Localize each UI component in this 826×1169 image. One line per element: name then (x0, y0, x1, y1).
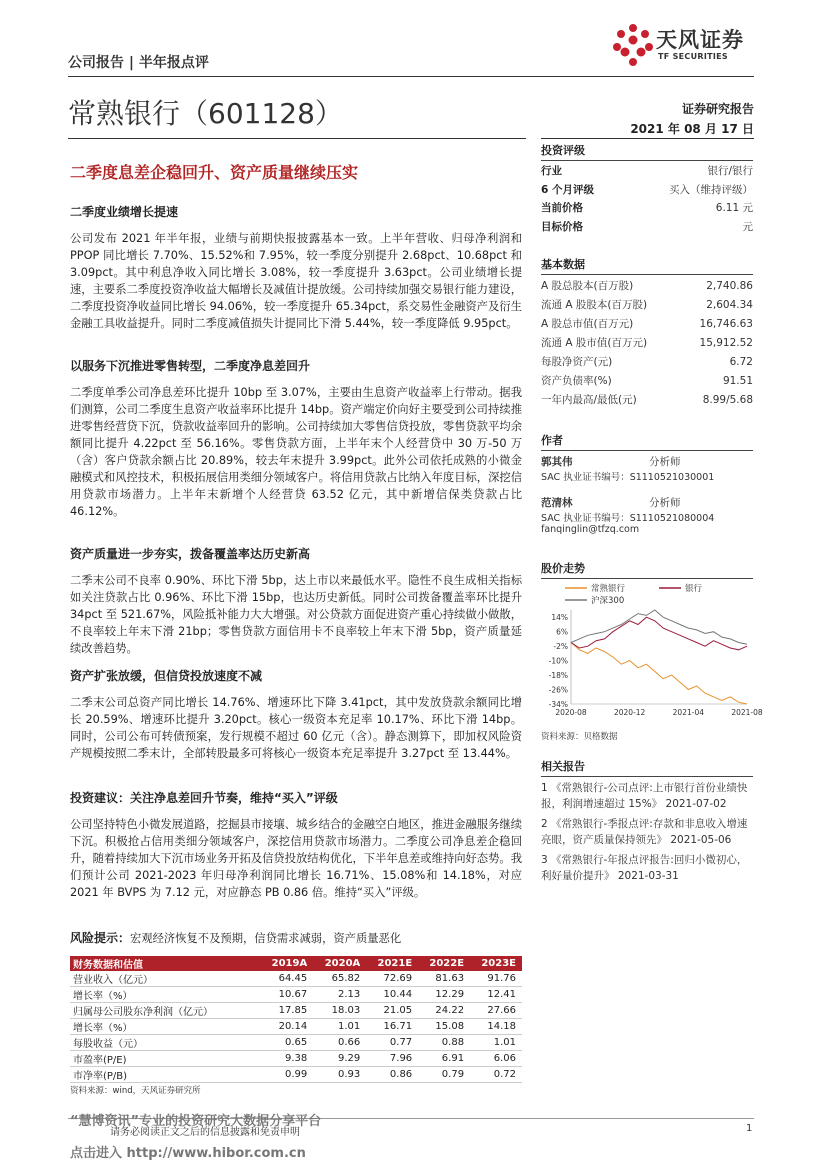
logo-sub: TF SECURITIES (658, 52, 728, 61)
legend-label: 银行 (685, 584, 703, 594)
author (541, 454, 753, 483)
section-text: 公司坚持特色小微发展道路，挖掘县市接壤、城乡结合的金融空白地区，推进金融服务继续下沉。积极抢占信用类细分领域客户，深挖信用贷款市场潜力。二季度公司净息差企稳回升，随着持续加大下沉市场业务开拓及信贷投放结构优化，下半年息差或维持向好态势。我们预计公司 2021-2023 年归母净利润同比增长 16.71%、15.08%和 14.18%，对应 2021 年 BVPS 为 7.12 元，对应静态 PB 0.86 倍。维持“买入”评级。 (70, 818, 522, 899)
table-cell: 9.38 (260, 1051, 313, 1067)
table-cell: 27.66 (470, 1003, 522, 1019)
rating-value: 银行/银行 (707, 165, 753, 177)
risk-text: 宏观经济恢复不及预期，信贷需求减弱，资产质量恶化 (130, 932, 402, 945)
author-role: 分析师 (649, 497, 681, 509)
price-chart (541, 578, 763, 718)
rating-title: 投资评级 (541, 142, 753, 161)
table-cell: 0.66 (313, 1035, 366, 1051)
basic-key: A 股总股本(百万股) (541, 280, 634, 292)
table-cell: 14.18 (470, 1019, 522, 1035)
tf-logo (612, 22, 762, 68)
report-date: 2021 年 08 月 17 日 (630, 122, 754, 136)
table-cell: 17.85 (260, 1003, 313, 1019)
table-cell: 64.45 (260, 971, 313, 987)
risk-label: 风险提示： (70, 931, 131, 945)
table-cell: 6.91 (418, 1051, 470, 1067)
table-cell: 24.22 (418, 1003, 470, 1019)
section-2 (70, 358, 522, 520)
basic-row (541, 315, 753, 334)
table-cell: 72.69 (366, 971, 418, 987)
y-tick-label: 6% (556, 627, 568, 637)
table-cell: 市盈率(P/E) (70, 1051, 260, 1067)
table-cell: 65.82 (313, 971, 366, 987)
basic-value: 16,746.63 (699, 318, 753, 330)
basic-value: 2,740.86 (706, 280, 753, 292)
title-divider (68, 138, 526, 139)
watermark-bottom: 点击进入 http://www.hibor.com.cn (70, 1146, 306, 1161)
financial-table (70, 956, 522, 1083)
table-cell: 12.41 (470, 987, 522, 1003)
basic-key: 资产负债率(%) (541, 375, 612, 387)
report-category: 公司报告 | 半年报点评 (68, 55, 209, 71)
y-tick-label: -34% (548, 700, 568, 709)
table-cell: 0.72 (470, 1067, 522, 1083)
author (541, 495, 753, 535)
section-heading: 以服务下沉推进零售转型，二季度净息差回升 (70, 359, 311, 373)
y-tick-label: -26% (548, 685, 568, 695)
section-1 (70, 204, 522, 332)
basic-value: 8.99/5.68 (702, 394, 753, 406)
table-cell: 6.06 (470, 1051, 522, 1067)
table-cell: 18.03 (313, 1003, 366, 1019)
section-4 (70, 668, 522, 762)
table-row (70, 1067, 522, 1083)
table-cell: 0.77 (366, 1035, 418, 1051)
related-reports (541, 780, 753, 888)
basic-data-box (541, 277, 753, 410)
table-cell: 9.29 (313, 1051, 366, 1067)
report-kind: 证券研究报告 (681, 102, 754, 116)
table-cell: 91.76 (470, 971, 522, 987)
table-header-cell: 2020A (313, 956, 366, 971)
author-sac: SAC 执业证书编号：S1110521030001 (541, 472, 715, 483)
related-report-item[interactable]: 3 《常熟银行-年报点评报告:回归小微初心，利好量价提升》 2021-03-31 (541, 854, 748, 882)
report-subtitle: 二季度息差企稳回升、资产质量继续压实 (70, 163, 359, 182)
table-cell: 12.29 (418, 987, 470, 1003)
basic-key: 流通 A 股市值(百万元) (541, 337, 648, 349)
table-cell: 增长率（%） (70, 1019, 260, 1035)
basic-value: 91.51 (722, 375, 753, 387)
table-row (70, 987, 522, 1003)
section-heading: 资产质量进一步夯实，拨备覆盖率达历史新高 (70, 547, 311, 561)
section-heading: 二季度业绩增长提速 (70, 205, 179, 219)
table-row (70, 1051, 522, 1067)
rating-value: 买入（维持评级） (669, 183, 753, 196)
basic-row (541, 353, 753, 372)
y-tick-label: 14% (551, 613, 568, 623)
table-row (70, 1019, 522, 1035)
rating-row (541, 162, 753, 181)
table-cell: 2.13 (313, 987, 366, 1003)
section-heading: 投资建议：关注净息差回升节奏，维持“买入”评级 (70, 791, 338, 805)
authors-box (541, 454, 753, 547)
rating-box (541, 162, 753, 236)
section-text: 二季度单季公司净息差环比提升 10bp 至 3.07%，主要由生息资产收益率上行带动。据我们测算，公司二季度生息资产收益率环比提升 14bp。资产端定价向好主要受到公司持续推进零售经营贷下沉，贷款收益率回升的影响。公司持续加大零售信贷投放，零售贷款平均余额同比提升 4.22pct 至 56.16%。零售贷款方面，上半年末个人经营贷中 30 万-50 万（含）客户贷款余额占比 20.89%，较去年末提升 3.99pct。此外公司依托成熟的小微金融模式和风控技术，积极拓展信用类细分领域客户。将信用贷款占比纳入年度目标，深挖信用贷款市场潜力。上半年末新增个人经营贷 63.52 亿元，其中新增信保类贷款占比 46.12%。 (70, 386, 522, 518)
risk-note (70, 930, 522, 947)
table-row (70, 1035, 522, 1051)
basic-value: 2,604.34 (706, 299, 753, 311)
section-text: 公司发布 2021 年半年报，业绩与前期快报披露基本一致。上半年营收、归母净利润和 PPOP 同比增长 7.70%、15.52%和 7.95%，较一季度分别提升 2.68pct、10.68pct 和 3.09pct。其中利息净收入同比增长 3.08%，较一季度提升 3.63pct。公司业绩增长提速，主要系二季度投资净收益大幅增长及减值计提放缓。公司持续加强交易银行能力建设，二季度投资净收益同比增长 94.06%，较一季度提升 65.34pct，系交易性金融资产及衍生金融工具收益提升。同时二季度减值损失计提同比下滑 5.44%，较一季度降低 9.95pct。 (70, 232, 522, 330)
section-3 (70, 546, 522, 657)
table-header-cell: 2023E (470, 956, 522, 971)
legend-label: 常熟银行 (591, 584, 626, 594)
section-text: 二季末公司总资产同比增长 14.76%、增速环比下降 3.41pct，其中发放贷款余额同比增长 20.59%、增速环比提升 3.20pct。核心一级资本充足率 10.17%、环比下滑 14bp。同时，公司公布可转债预案，发行规模不超过 60 亿元（含）。静态测算下，即加权风险资产规模按照二季末计，全部转股最多可将核心一级资本充足率提升 3.27pct 至 13.44%。 (70, 696, 522, 760)
table-cell: 21.05 (366, 1003, 418, 1019)
rating-key: 当前价格 (541, 202, 583, 214)
y-tick-label: -10% (548, 656, 568, 666)
section-heading: 资产扩张放缓，但信贷投放速度不减 (70, 669, 263, 683)
table-row (70, 971, 522, 987)
basic-key: A 股总市值(百万元) (541, 318, 634, 330)
table-header-cell: 财务数据和估值 (70, 956, 260, 971)
table-cell: 1.01 (470, 1035, 522, 1051)
rating-key: 6 个月评级 (541, 183, 594, 196)
author-email[interactable]: fanqinglin@tfzq.com (541, 524, 640, 535)
rating-row (541, 181, 753, 200)
basic-key: 每股净资产(元) (541, 356, 613, 368)
table-cell: 0.86 (366, 1067, 418, 1083)
table-cell: 每股收益（元） (70, 1035, 260, 1051)
x-tick-label: 2021-04 (672, 708, 705, 717)
table-cell: 81.63 (418, 971, 470, 987)
author-name: 范清林 (541, 497, 573, 509)
basic-value: 6.72 (729, 356, 753, 368)
x-tick-label: 2020-12 (613, 708, 646, 717)
side-divider (541, 138, 754, 139)
table-cell: 增长率（%） (70, 987, 260, 1003)
basic-row (541, 334, 753, 353)
logo-mark-icon (612, 22, 654, 68)
related-report-item[interactable]: 1 《常熟银行-公司点评:上市银行首份业绩快报，利润增速超过 15%》 2021-07-02 (541, 782, 748, 810)
series-line-沪深300 (571, 610, 747, 644)
logo-name: 天风证券 (656, 28, 744, 52)
page-number: 1 (746, 1123, 753, 1134)
basic-value: 15,912.52 (699, 337, 753, 349)
table-cell: 0.79 (418, 1067, 470, 1083)
series-line-常熟银行 (571, 643, 747, 705)
rating-value: 元 (742, 220, 753, 233)
footer-disclaimer: 请务必阅读正文之后的信息披露和免责申明 (110, 1127, 300, 1138)
table-cell: 0.93 (313, 1067, 366, 1083)
chart-source: 资料来源：贝格数据 (541, 732, 618, 742)
authors-title: 作者 (541, 432, 753, 451)
table-row (70, 1003, 522, 1019)
author-sac: SAC 执业证书编号：S1110521080004 (541, 513, 715, 524)
table-cell: 1.01 (313, 1019, 366, 1035)
y-tick-label: -18% (548, 671, 568, 681)
table-cell: 0.88 (418, 1035, 470, 1051)
watermark-top: “慧博资讯”专业的投资研究大数据分享平台 (70, 1114, 322, 1129)
table-header-cell: 2019A (260, 956, 313, 971)
basic-row (541, 372, 753, 391)
table-cell: 10.67 (260, 987, 313, 1003)
basic-row (541, 296, 753, 315)
table-cell: 归属母公司股东净利润（亿元） (70, 1003, 260, 1019)
header-divider (68, 76, 754, 77)
table-cell: 市净率(P/B) (70, 1067, 260, 1083)
section-5 (70, 790, 522, 901)
basic-key: 流通 A 股股本(百万股) (541, 299, 648, 311)
author-name: 郭其伟 (541, 456, 573, 468)
rating-row (541, 199, 753, 218)
author-role: 分析师 (649, 456, 681, 468)
table-cell: 10.44 (366, 987, 418, 1003)
x-tick-label: 2020-08 (555, 708, 587, 717)
author-line (541, 495, 753, 510)
rating-row (541, 218, 753, 237)
chart-title: 股价走势 (541, 560, 753, 579)
table-cell: 20.14 (260, 1019, 313, 1035)
table-header-cell: 2022E (418, 956, 470, 971)
table-source: 资料来源：wind，天风证券研究所 (70, 1086, 201, 1096)
y-tick-label: -2% (553, 642, 568, 652)
table-cell: 15.08 (418, 1019, 470, 1035)
table-header-row (70, 956, 522, 971)
basic-row (541, 391, 753, 410)
related-report-item[interactable]: 2 《常熟银行-季报点评:存款和非息收入增速亮眼，资产质量保持领先》 2021-05-06 (541, 818, 748, 846)
page-title: 常熟银行（601128） (68, 97, 343, 130)
basic-key: 一年内最高/最低(元) (541, 394, 637, 406)
basic-row (541, 277, 753, 296)
table-cell: 0.99 (260, 1067, 313, 1083)
rating-value: 6.11 元 (715, 202, 753, 214)
table-header-cell: 2021E (366, 956, 418, 971)
rating-key: 目标价格 (541, 220, 583, 233)
table-cell: 7.96 (366, 1051, 418, 1067)
rating-key: 行业 (541, 165, 562, 177)
table-cell: 0.65 (260, 1035, 313, 1051)
basic-data-title: 基本数据 (541, 256, 753, 275)
legend-label: 沪深300 (591, 596, 625, 606)
section-text: 二季末公司不良率 0.90%、环比下滑 5bp，达上市以来最低水平。隐性不良生成相关指标如关注贷款占比 0.96%、环比下滑 15bp，也达历史新低。同时公司拨备覆盖率环比提升 34pct 至 521.67%，风险抵补能力大大增强。对公贷款方面促进资产重心持续做小做散，不良率较上年末下滑 21bp；零售贷款方面信用卡不良率较上年末下滑 5bp，资产质量延续改善趋势。 (70, 574, 522, 655)
author-line (541, 454, 753, 469)
table-cell: 营业收入（亿元） (70, 971, 260, 987)
table-cell: 16.71 (366, 1019, 418, 1035)
related-title: 相关报告 (541, 758, 753, 777)
x-tick-label: 2021-08 (731, 708, 763, 717)
